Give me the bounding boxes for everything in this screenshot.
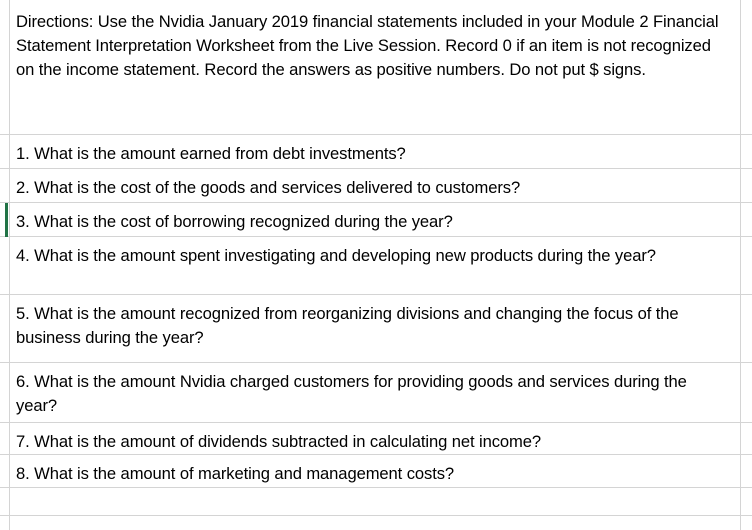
question-row[interactable]: [0, 295, 752, 363]
question-text: 1. What is the amount earned from debt investments?: [16, 144, 406, 163]
question-row[interactable]: [0, 169, 752, 203]
question-text: 8. What is the amount of marketing and management costs?: [16, 464, 455, 483]
directions-row[interactable]: [0, 0, 752, 135]
empty-row[interactable]: [0, 488, 752, 516]
question-row[interactable]: [0, 363, 752, 423]
question-text: 5. What is the amount recognized from reorganizing divisions and changing the focus of the business during the year?: [16, 304, 679, 347]
question-text: 4. What is the amount spent investigating and developing new products during the year?: [16, 246, 656, 265]
directions-text: Directions: Use the Nvidia January 2019 financial statements included in your Module 2 Financial Statement Interpretation Worksheet from the Live Session. Record 0 if an item is not recognized on the income statement. Record the answers as positive numbers. Do not put $ signs.: [16, 12, 719, 79]
question-row[interactable]: [0, 455, 752, 488]
question-text: 7. What is the amount of dividends subtracted in calculating net income?: [16, 432, 542, 451]
selected-cell-indicator: [5, 203, 8, 237]
question-row[interactable]: [0, 237, 752, 295]
question-row[interactable]: [0, 203, 752, 237]
question-text: 3. What is the cost of borrowing recognized during the year?: [16, 212, 453, 231]
question-row[interactable]: [0, 423, 752, 455]
question-text: 2. What is the cost of the goods and services delivered to customers?: [16, 178, 521, 197]
question-row[interactable]: [0, 135, 752, 169]
question-text: 6. What is the amount Nvidia charged customers for providing goods and services during the year?: [16, 372, 687, 415]
